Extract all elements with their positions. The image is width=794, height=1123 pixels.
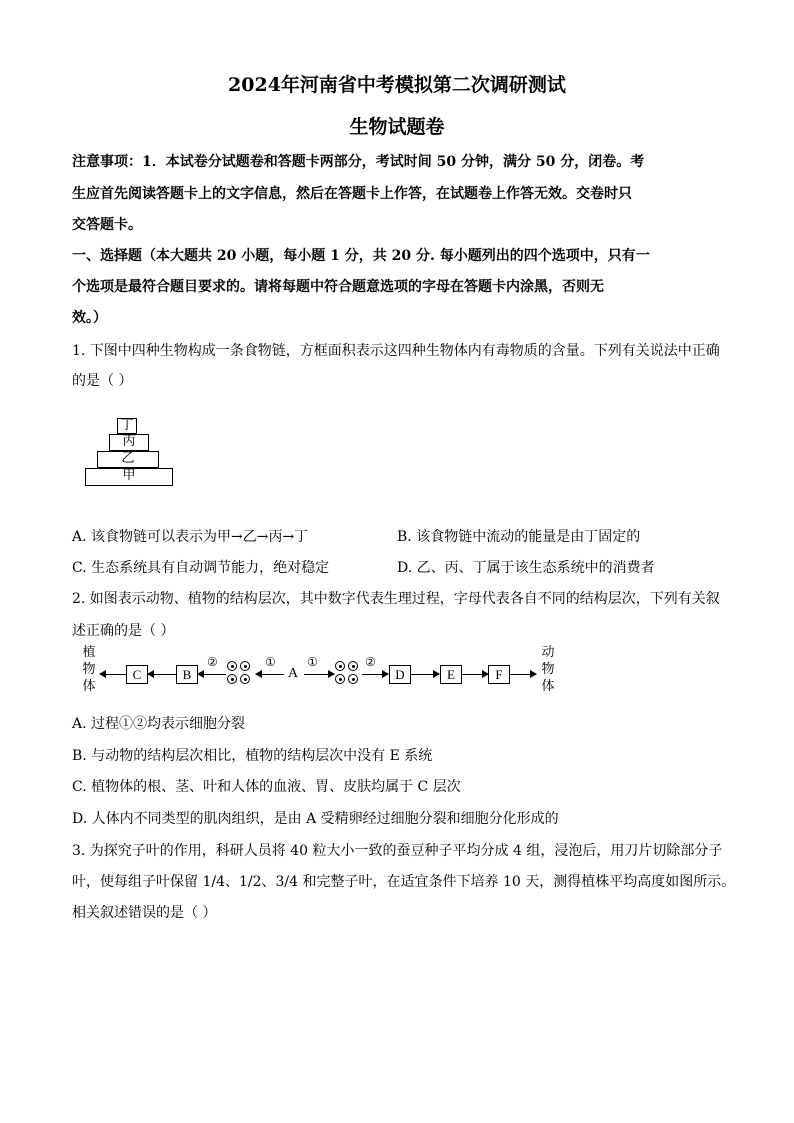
structure-levels-diagram	[76, 644, 566, 704]
box-d: D	[389, 665, 411, 684]
q1-stem-line-2: 的是（ ）	[72, 373, 133, 389]
notice-line-3: 交答题卡。	[72, 217, 142, 233]
q2-stem-line-2: 述正确的是（ ）	[72, 623, 175, 639]
q1-stem-line-1: 1. 下图中四种生物构成一条食物链，方框面积表示这四种生物体内有毒物质的含量。下列有关说法中正确	[72, 343, 720, 359]
q2-option-c: C. 植物体的根、茎、叶和人体的血液、胃、皮肤均属于 C 层次	[72, 779, 461, 795]
arrow-e-to-f	[462, 674, 488, 675]
arrow-c-to-plant	[100, 674, 126, 675]
q1-option-b: B. 该食物链中流动的能量是由丁固定的	[397, 529, 641, 545]
q2-stem-line-1: 2. 如图表示动物、植物的结构层次，其中数字代表生理过程，字母代表各自不同的结构层次，下列有关叙	[72, 591, 720, 607]
page-title: 2024年河南省中考模拟第二次调研测试	[228, 74, 566, 96]
plant-body-char-3: 体	[82, 679, 96, 694]
toxin-pyramid-diagram	[80, 412, 180, 490]
process-1-label-right: ①	[307, 655, 318, 669]
q1-option-a: A. 该食物链可以表示为甲→乙→丙→丁	[72, 529, 309, 545]
process-1-label-left: ①	[265, 655, 276, 669]
box-e: E	[440, 665, 462, 684]
notice-line-1: 注意事项：1．本试卷分试题卷和答题卡两部分，考试时间 50 分钟，满分 50 分，闭卷。考	[72, 154, 645, 170]
q3-stem-line-3: 相关叙述错误的是（ ）	[72, 905, 217, 921]
animal-body-char-2: 物	[541, 662, 555, 677]
page-subtitle: 生物试题卷	[349, 116, 445, 138]
cell-group-right	[335, 661, 361, 687]
pyramid-box-ding: 丁	[117, 418, 137, 434]
q2-option-a: A. 过程①②均表示细胞分裂	[72, 716, 246, 732]
arrow-cells-to-d	[362, 674, 388, 675]
box-b: B	[176, 665, 198, 684]
q2-option-b: B. 与动物的结构层次相比，植物的结构层次中没有 E 系统	[72, 748, 433, 764]
arrow-a-to-cells-left	[256, 674, 284, 675]
process-2-label-right: ②	[365, 655, 376, 669]
box-f: F	[488, 665, 510, 684]
arrow-d-to-e	[411, 674, 439, 675]
pyramid-box-bing: 丙	[109, 434, 149, 451]
box-c: C	[126, 665, 148, 684]
notice-line-2: 生应首先阅读答题卡上的文字信息，然后在答题卡上作答，在试题卷上作答无效。交卷时只	[72, 186, 632, 202]
animal-body-char-1: 动	[541, 645, 555, 660]
pyramid-box-yi: 乙	[97, 451, 159, 468]
q3-stem-line-1: 3. 为探究子叶的作用，科研人员将 40 粒大小一致的蚕豆种子平均分成 4 组，浸泡后，用刀片切除部分子	[72, 843, 723, 859]
q2-option-d: D. 人体内不同类型的肌肉组织，是由 A 受精卵经过细胞分裂和细胞分化形成的	[72, 811, 559, 827]
animal-body-char-3: 体	[541, 679, 555, 694]
section-heading-line-2: 个选项是最符合题目要求的。请将每题中符合题意选项的字母在答题卡内涂黑，否则无	[72, 279, 604, 295]
section-heading-line-3: 效。）	[72, 310, 107, 326]
arrow-f-to-animal	[510, 674, 536, 675]
pyramid-box-jia: 甲	[85, 468, 173, 486]
q1-option-d: D. 乙、丙、丁属于该生态系统中的消费者	[397, 560, 655, 576]
plant-body-char-2: 物	[82, 662, 96, 677]
section-heading-line-1: 一、选择题（本大题共 20 小题，每小题 1 分，共 20 分. 每小题列出的四个选项中，只有一	[72, 248, 650, 264]
q3-stem-line-2: 叶，使每组子叶保留 1/4、1/2、3/4 和完整子叶，在适宜条件下培养 10 天，测得植株平均高度如图所示。	[72, 874, 736, 890]
q1-option-c: C. 生态系统具有自动调节能力，绝对稳定	[72, 560, 330, 576]
zygote-a-label: A	[288, 666, 299, 681]
cell-group-left	[227, 661, 253, 687]
arrow-cells-to-b	[198, 674, 226, 675]
plant-body-char-1: 植	[82, 645, 96, 660]
arrow-a-to-cells-right	[304, 674, 334, 675]
process-2-label-left: ②	[207, 655, 218, 669]
arrow-b-to-c	[148, 674, 176, 675]
